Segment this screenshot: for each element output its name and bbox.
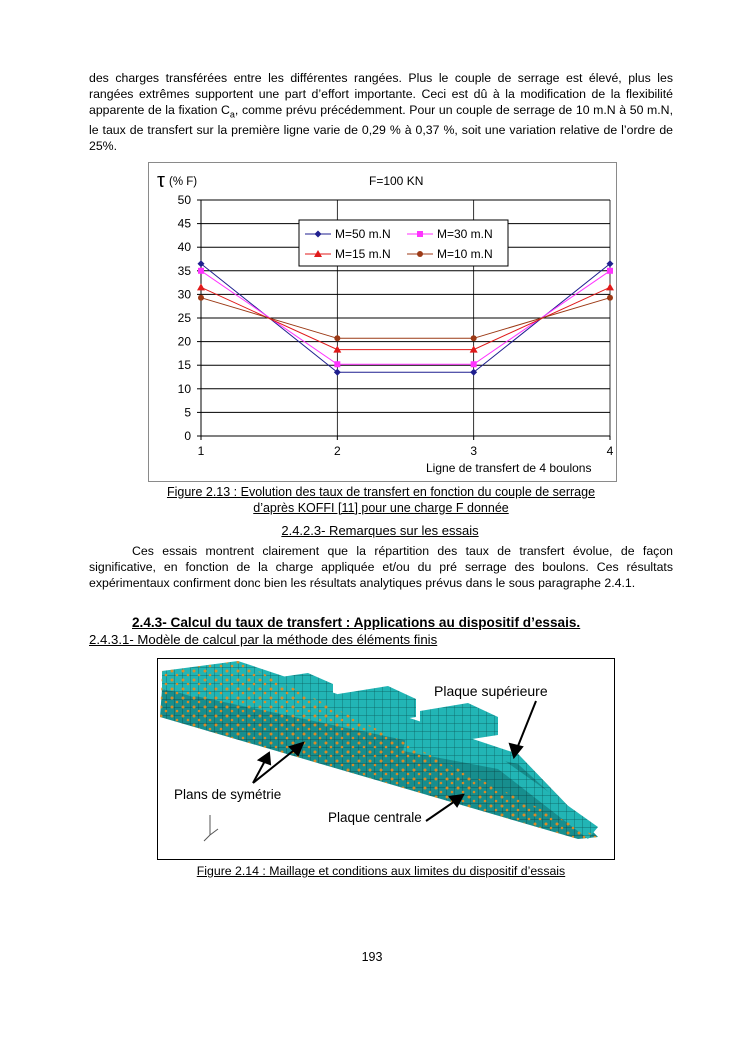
intro-text-end: , comme prévu précédemment. Pour un couple de serrage de 10 m.N à 50 m.N, le taux de transfert sur la première ligne varie de 0,29 % à 0,37 %, soit une variation relative de l’ordre de 25%. [89, 103, 673, 154]
figure-2-13-caption-line2: d’après KOFFI [11] pour une charge F donnée [253, 500, 509, 515]
xtick-label-4: 4 [606, 444, 614, 458]
label-upper-plate: Plaque supérieure [434, 683, 548, 699]
arrow-upper-plate [516, 701, 536, 751]
data-point-1-1 [334, 361, 340, 367]
legend-label-1: M=30 m.N [437, 227, 493, 241]
section-243-title: 2.4.3- Calcul du taux de transfert : Applications au dispositif d’essais. [132, 615, 581, 630]
y-axis-unit: (% F) [169, 176, 198, 188]
xtick-label-1: 1 [197, 444, 205, 458]
intro-text: des charges transférées entre les différentes rangées. Plus le couple de serrage est élevé, plus les rangées extrêmes supportent une part d’effort importante. Ceci est dû à la modification de la flexibilité apparente de la fixation C [89, 71, 673, 117]
chart-legend [299, 220, 508, 266]
data-point-1-3 [607, 268, 613, 274]
data-point-1-2 [471, 361, 477, 367]
section-2423-body: Ces essais montrent clairement que la répartition des taux de transfert évolue, de façon significative, en fonction de la charge appliquée et/ou du pré serrage des boulons. Ces résultats expérimentaux confirment donc bien les résultats analytiques prévus dans le sous paragraphe 2.4.1. [89, 544, 673, 590]
figure-2-14-caption: Figure 2.14 : Maillage et conditions aux limites du dispositif d’essais [196, 864, 566, 878]
fem-mesh-drawing [158, 659, 614, 859]
figure-2-13-caption [130, 485, 632, 516]
data-point-2-0 [197, 283, 205, 290]
fem-mesh-figure [157, 658, 615, 860]
axis-triad [204, 815, 218, 841]
legend-label-2: M=15 m.N [335, 247, 391, 261]
xtick-label-2: 2 [333, 444, 341, 458]
x-axis-label: Ligne de transfert de 4 boulons [426, 461, 592, 475]
ytick-label-45: 45 [177, 216, 191, 231]
chart-title: F=100 KN [369, 174, 424, 188]
y-axis-symbol: τ [157, 170, 165, 192]
figure-2-13-caption-line1: Figure 2.13 : Evolution des taux de transfert en fonction du couple de serrage [166, 485, 596, 499]
ytick-label-40: 40 [177, 240, 191, 255]
arrowhead-symmetry-2 [259, 753, 270, 764]
label-symmetry-planes: Plans de symétrie [174, 787, 282, 802]
intro-paragraph [89, 70, 673, 154]
section-2431-title: 2.4.3.1- Modèle de calcul par la méthode des éléments finis [89, 632, 438, 647]
ytick-label-50: 50 [177, 193, 191, 207]
data-point-2-3 [606, 283, 614, 290]
label-central-plate: Plaque centrale [328, 810, 422, 825]
data-point-3-1 [334, 335, 340, 341]
data-point-3-3 [607, 295, 613, 301]
section-2423-title: 2.4.2.3- Remarques sur les essais [281, 523, 479, 538]
legend-marker-1 [417, 231, 423, 237]
legend-label-0: M=50 m.N [335, 227, 391, 241]
xtick-label-3: 3 [470, 444, 478, 458]
data-point-3-2 [471, 335, 477, 341]
ytick-label-0: 0 [184, 429, 191, 443]
ytick-label-10: 10 [177, 381, 191, 396]
legend-label-3: M=10 m.N [437, 247, 493, 261]
ytick-label-30: 30 [177, 287, 191, 302]
ytick-label-35: 35 [177, 263, 191, 278]
ytick-label-25: 25 [177, 311, 191, 325]
arrow-symmetry-1 [253, 747, 298, 783]
data-point-3-0 [198, 295, 204, 301]
ytick-label-5: 5 [184, 405, 191, 420]
intro-subscript: a [229, 109, 235, 120]
transfer-rate-chart [149, 163, 616, 481]
ytick-label-20: 20 [177, 334, 191, 349]
chart-frame [148, 162, 617, 482]
page-number: 193 [361, 950, 383, 964]
ytick-label-15: 15 [177, 358, 191, 373]
data-point-1-0 [198, 268, 204, 274]
legend-marker-3 [417, 251, 423, 257]
